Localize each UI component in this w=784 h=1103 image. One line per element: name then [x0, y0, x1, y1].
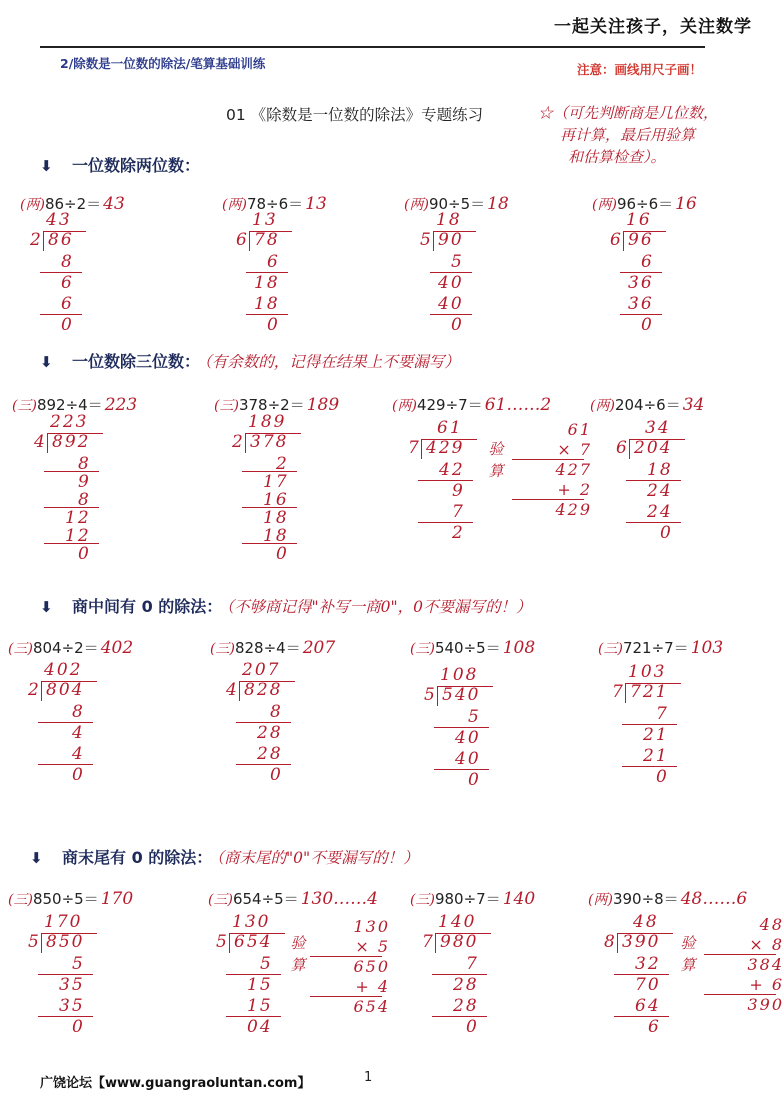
division-step: 40	[455, 749, 481, 769]
dividend: 850	[46, 932, 85, 952]
division-step: 24	[647, 481, 673, 501]
check-row: + 6	[749, 975, 784, 994]
division-step: 6	[648, 1017, 661, 1037]
dividend: 204	[634, 438, 673, 458]
division-step: 0	[61, 315, 74, 335]
division-step: 12	[65, 526, 91, 546]
problem-answer: 170	[100, 889, 134, 909]
quotient: 16	[626, 210, 652, 230]
division-step: 28	[453, 975, 479, 995]
section-title: 商中间有 0 的除法：	[72, 597, 223, 616]
check-row: 48	[759, 915, 784, 934]
check-row: × 5	[355, 937, 390, 956]
problem-answer: 13	[305, 194, 327, 214]
division-step: 21	[643, 725, 669, 745]
check-row: 427	[555, 460, 592, 479]
division-step: 40	[438, 273, 464, 293]
quotient: 130	[232, 912, 271, 932]
section-hint: （不够商记得"补写一商0"，0不要漏写的！）	[226, 598, 532, 616]
quotient: 48	[633, 912, 659, 932]
division-step: 8	[72, 702, 85, 722]
check-row: 130	[353, 917, 390, 936]
check-calculation	[310, 917, 390, 1027]
divisor: 6	[616, 438, 629, 458]
division-step: 16	[263, 490, 289, 510]
division-step: 28	[257, 744, 283, 764]
problem-type-label: (两)	[590, 398, 615, 414]
check-row: + 4	[355, 977, 390, 996]
check-line	[310, 996, 382, 997]
dividend: 828	[244, 680, 283, 700]
division-step: 15	[247, 996, 273, 1016]
division-step: 0	[72, 1017, 85, 1037]
division-step: 36	[628, 294, 654, 314]
problem-type-label: (两)	[222, 197, 247, 213]
division-step: 0	[451, 315, 464, 335]
division-step: 28	[257, 723, 283, 743]
quotient: 223	[50, 412, 89, 432]
check-label: 验算	[290, 934, 306, 974]
division-step: 0	[276, 544, 289, 564]
check-line	[512, 499, 584, 500]
dividend: 96	[628, 230, 654, 250]
division-step: 36	[628, 273, 654, 293]
check-line	[704, 954, 776, 955]
problem-equation	[210, 637, 335, 658]
division-step: 8	[78, 490, 91, 510]
division-step: 9	[78, 472, 91, 492]
check-row: 390	[747, 995, 784, 1014]
problem-equation	[588, 888, 747, 909]
divisor: 7	[408, 438, 421, 458]
division-step: 35	[59, 996, 85, 1016]
problem-answer: 103	[690, 638, 724, 658]
problem-expression: 86÷2＝	[44, 195, 102, 213]
quotient: 207	[242, 660, 281, 680]
quotient: 140	[438, 912, 477, 932]
section-heading-2	[40, 349, 460, 372]
problem-expression: 850÷5＝	[32, 890, 99, 908]
problem-type-label: (三)	[12, 398, 37, 414]
problem-type-label: (三)	[214, 398, 239, 414]
problem-expression: 654÷5＝	[232, 890, 299, 908]
check-row: 429	[555, 500, 592, 519]
long-division	[610, 210, 730, 350]
division-step: 24	[647, 502, 673, 522]
divisor: 2	[30, 230, 43, 250]
division-step: 15	[247, 975, 273, 995]
problem-answer: 34	[682, 395, 705, 415]
problem-expression: 390÷8＝	[612, 890, 679, 908]
division-step: 17	[263, 472, 289, 492]
division-step: 7	[466, 954, 479, 974]
division-step: 2	[276, 454, 289, 474]
division-step: 0	[267, 315, 280, 335]
pin-icon: ⬇	[30, 849, 43, 867]
problem-type-label: (两)	[592, 197, 617, 213]
dividend: 980	[440, 932, 479, 952]
division-step: 0	[656, 767, 669, 787]
division-step: 18	[263, 508, 289, 528]
long-division	[236, 210, 356, 350]
division-step: 0	[660, 523, 673, 543]
division-step: 7	[656, 704, 669, 724]
division-step: 5	[468, 707, 481, 727]
division-step: 0	[466, 1017, 479, 1037]
pin-icon: ⬇	[40, 353, 53, 371]
problem-equation	[392, 394, 551, 415]
divisor: 4	[226, 680, 239, 700]
quotient: 402	[44, 660, 83, 680]
division-step: 0	[468, 770, 481, 790]
division-step: 35	[59, 975, 85, 995]
division-step: 8	[78, 454, 91, 474]
long-division	[612, 662, 732, 802]
dividend: 378	[250, 432, 289, 452]
breadcrumb: 2/除数是一位数的除法/笔算基础训练	[60, 56, 266, 71]
dividend: 86	[48, 230, 74, 250]
problem-equation	[8, 637, 133, 658]
division-step: 0	[270, 765, 283, 785]
division-step: 40	[438, 294, 464, 314]
section-hint: （有余数的，记得在结果上不要漏写）	[204, 353, 460, 371]
division-step: 42	[439, 460, 465, 480]
problem-answer: 189	[306, 395, 340, 415]
long-division	[616, 418, 736, 558]
division-step: 12	[65, 508, 91, 528]
problem-equation	[410, 637, 535, 658]
forum-footer: 广饶论坛【www.guangraoluntan.com】	[40, 1076, 311, 1091]
problem-expression: 378÷2＝	[238, 396, 305, 414]
section-heading-4	[30, 845, 419, 868]
dividend: 654	[234, 932, 273, 952]
division-step: 70	[635, 975, 661, 995]
divisor: 4	[34, 432, 47, 452]
problem-equation	[208, 888, 378, 909]
dividend: 892	[52, 432, 91, 452]
problem-expression: 90÷5＝	[428, 195, 486, 213]
section-title: 一位数除三位数：	[72, 352, 201, 371]
problem-equation	[598, 637, 723, 658]
quotient: 61	[437, 418, 463, 438]
division-step: 0	[641, 315, 654, 335]
division-step: 8	[270, 702, 283, 722]
section-hint: （商末尾的"0"不要漏写的！）	[216, 849, 419, 867]
division-step: 2	[452, 523, 465, 543]
check-row: 61	[567, 420, 592, 439]
long-division	[422, 912, 542, 1052]
long-division	[28, 660, 148, 800]
divisor: 6	[610, 230, 623, 250]
divisor: 5	[424, 685, 437, 705]
long-division	[226, 660, 346, 800]
problem-equation	[410, 888, 535, 909]
header-divider	[40, 46, 705, 48]
division-step: 18	[254, 273, 280, 293]
long-division	[408, 418, 528, 558]
division-step: 28	[453, 996, 479, 1016]
quotient: 18	[436, 210, 462, 230]
check-line	[512, 459, 584, 460]
quotient: 103	[628, 662, 667, 682]
problem-type-label: (三)	[210, 641, 235, 657]
divisor: 2	[232, 432, 245, 452]
dividend: 721	[630, 682, 669, 702]
problem-type-label: (两)	[404, 197, 429, 213]
divisor: 2	[28, 680, 41, 700]
problem-expression: 78÷6＝	[246, 195, 304, 213]
problem-answer: 223	[104, 395, 138, 415]
section-heading-1	[40, 153, 200, 176]
problem-equation	[8, 888, 133, 909]
problem-answer: 43	[103, 194, 125, 214]
dividend: 540	[442, 685, 481, 705]
check-calculation	[704, 915, 784, 1025]
handwritten-note-line-3: 和估算检查）。	[568, 148, 666, 166]
division-step: 40	[455, 728, 481, 748]
problem-answer: 140	[502, 889, 536, 909]
check-row: 384	[747, 955, 784, 974]
problem-type-label: (三)	[410, 892, 435, 908]
check-row: 650	[353, 957, 390, 976]
check-row: × 7	[557, 440, 592, 459]
divisor: 6	[236, 230, 249, 250]
quotient: 13	[252, 210, 278, 230]
problem-type-label: (两)	[20, 197, 45, 213]
divisor: 5	[420, 230, 433, 250]
division-step: 64	[635, 996, 661, 1016]
page-title: 01 《除数是一位数的除法》专题练习	[226, 106, 484, 124]
handwritten-note-line-1: ☆（可先判断商是几位数，	[538, 104, 719, 122]
quotient: 108	[440, 665, 479, 685]
division-step: 6	[267, 252, 280, 272]
quotient: 34	[645, 418, 671, 438]
quotient: 43	[46, 210, 72, 230]
warning-note: 注意：画线用尺子画！	[576, 62, 702, 77]
problem-expression: 96÷6＝	[616, 195, 674, 213]
long-division	[424, 665, 544, 805]
check-label: 验算	[680, 934, 696, 974]
problem-expression: 892÷4＝	[36, 396, 103, 414]
long-division	[232, 412, 352, 564]
check-calculation	[512, 420, 592, 530]
division-step: 8	[61, 252, 74, 272]
check-row: + 2	[557, 480, 592, 499]
problem-type-label: (三)	[208, 892, 233, 908]
problem-equation	[590, 394, 704, 415]
problem-answer: 61……2	[484, 395, 552, 415]
division-step: 18	[647, 460, 673, 480]
check-line	[704, 994, 776, 995]
handwritten-note	[538, 102, 718, 168]
division-step: 4	[72, 723, 85, 743]
problem-expression: 429÷7＝	[416, 396, 483, 414]
problem-answer: 16	[675, 194, 697, 214]
pin-icon: ⬇	[40, 157, 53, 175]
check-line	[310, 956, 382, 957]
long-division	[28, 912, 148, 1052]
section-heading-3	[40, 594, 532, 617]
problem-answer: 402	[100, 638, 134, 658]
division-step: 6	[641, 252, 654, 272]
divisor: 7	[422, 932, 435, 952]
quotient: 170	[44, 912, 83, 932]
problem-answer: 18	[487, 194, 509, 214]
quotient: 189	[248, 412, 287, 432]
long-division	[34, 412, 154, 564]
problem-expression: 540÷5＝	[434, 639, 501, 657]
division-step: 6	[61, 273, 74, 293]
problem-answer: 108	[502, 638, 536, 658]
pin-icon: ⬇	[40, 598, 53, 616]
problem-expression: 721÷7＝	[622, 639, 689, 657]
division-step: 18	[254, 294, 280, 314]
problem-type-label: (两)	[392, 398, 417, 414]
dividend: 390	[622, 932, 661, 952]
division-step: 4	[72, 744, 85, 764]
dividend: 78	[254, 230, 280, 250]
check-row: × 8	[749, 935, 784, 954]
problem-expression: 804÷2＝	[32, 639, 99, 657]
section-title: 商末尾有 0 的除法：	[62, 848, 213, 867]
divisor: 8	[604, 932, 617, 952]
dividend: 429	[426, 438, 465, 458]
division-step: 18	[263, 526, 289, 546]
problem-expression: 204÷6＝	[614, 396, 681, 414]
division-step: 9	[452, 481, 465, 501]
problem-type-label: (三)	[598, 641, 623, 657]
division-step: 0	[72, 765, 85, 785]
division-step: 32	[635, 954, 661, 974]
long-division	[30, 210, 150, 350]
check-row: 654	[353, 997, 390, 1016]
long-division	[420, 210, 540, 350]
problem-answer: 48……6	[680, 889, 748, 909]
divisor: 5	[216, 932, 229, 952]
dividend: 90	[438, 230, 464, 250]
problem-type-label: (三)	[410, 641, 435, 657]
page-number: 1	[364, 1070, 373, 1085]
check-label: 验算	[488, 440, 504, 480]
header-slogan: 一起关注孩子，关注数学	[554, 17, 752, 37]
division-step: 0	[78, 544, 91, 564]
problem-expression: 828÷4＝	[234, 639, 301, 657]
division-step: 21	[643, 746, 669, 766]
division-step: 5	[451, 252, 464, 272]
division-step: 7	[452, 502, 465, 522]
problem-answer: 207	[302, 638, 336, 658]
divisor: 5	[28, 932, 41, 952]
problem-type-label: (两)	[588, 892, 613, 908]
problem-type-label: (三)	[8, 641, 33, 657]
division-step: 5	[72, 954, 85, 974]
division-step: 6	[61, 294, 74, 314]
divisor: 7	[612, 682, 625, 702]
dividend: 804	[46, 680, 85, 700]
problem-expression: 980÷7＝	[434, 890, 501, 908]
division-step: 04	[247, 1017, 273, 1037]
section-title: 一位数除两位数：	[72, 156, 201, 175]
handwritten-note-line-2: 再计算，最后用验算	[560, 126, 696, 144]
problem-answer: 130……4	[300, 889, 378, 909]
division-step: 5	[260, 954, 273, 974]
problem-type-label: (三)	[8, 892, 33, 908]
